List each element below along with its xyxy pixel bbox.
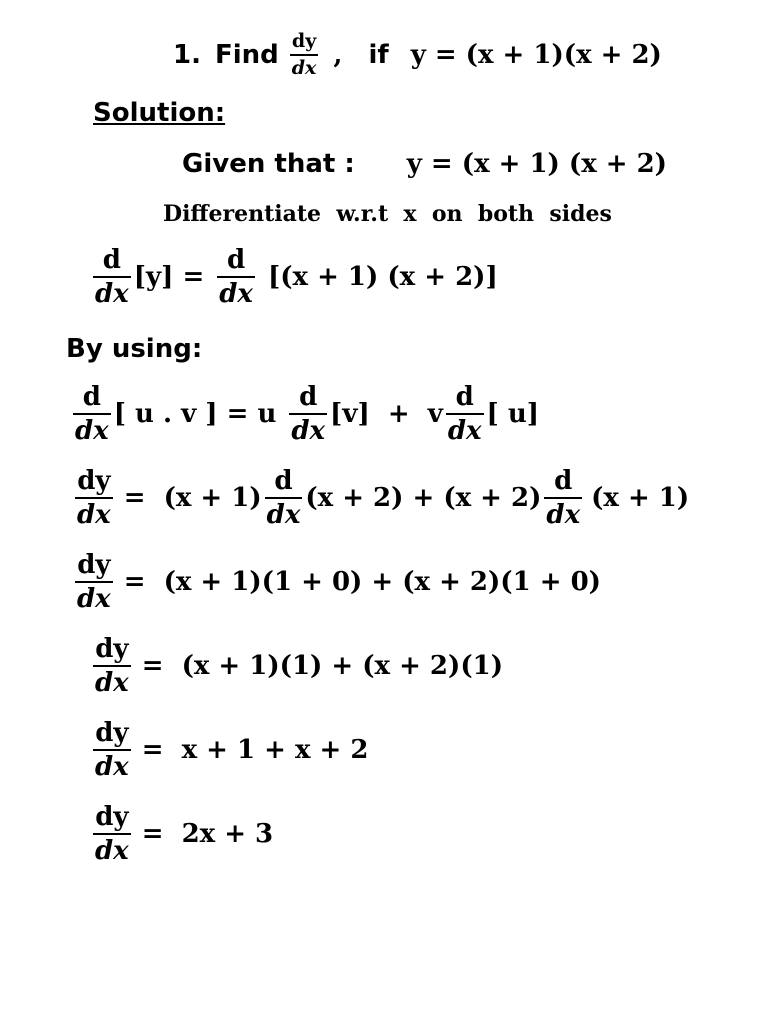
fraction-numerator: dy [95, 802, 129, 832]
d-dx-fraction [93, 247, 131, 307]
fraction-numerator: d [102, 245, 121, 275]
step-2-part-2: (x + 2) + (x + 2) [305, 483, 542, 513]
dy-dx-fraction [75, 552, 113, 612]
d-dx-fraction [73, 384, 111, 444]
step-2 [72, 468, 689, 528]
fraction-numerator: d [455, 382, 474, 412]
find-label: Find [214, 40, 279, 70]
product-rule-term-2: [v] + v [330, 399, 443, 429]
fraction-numerator: dy [77, 550, 111, 580]
fraction-denominator: dx [93, 276, 131, 307]
dy-dx-fraction [93, 720, 131, 780]
d-dx-fraction [265, 468, 303, 528]
step-3 [72, 552, 601, 612]
step-2-part-1: = (x + 1) [123, 483, 262, 513]
step-6-rhs: = 2x + 3 [141, 819, 274, 849]
d-dx-fraction [446, 384, 484, 444]
given-label: Given that : [182, 149, 355, 179]
given-equation: y = (x + 1) (x + 2) [406, 149, 667, 179]
step-1 [90, 247, 498, 307]
by-using-label: By using: [66, 334, 203, 364]
d-dx-fraction [289, 384, 327, 444]
step-3-rhs: = (x + 1)(1 + 0) + (x + 2)(1 + 0) [123, 567, 601, 597]
fraction-numerator: d [82, 382, 101, 412]
d-dx-fraction [544, 468, 582, 528]
step-4-rhs: = (x + 1)(1) + (x + 2)(1) [141, 651, 504, 681]
d-dx-fraction [217, 247, 255, 307]
product-rule-term-1: [ u . v ] = u [113, 399, 277, 429]
question-line [173, 32, 662, 78]
fraction-numerator: dy [95, 718, 129, 748]
fraction-denominator: dx [290, 54, 319, 78]
product-rule [70, 384, 539, 444]
fraction-numerator: d [274, 466, 293, 496]
fraction-numerator: d [227, 245, 246, 275]
step-1-lhs-arg: [y] = [133, 262, 205, 292]
fraction-denominator: dx [75, 497, 113, 528]
given-line [182, 151, 667, 177]
question-derivative-fraction [290, 32, 319, 78]
fraction-denominator: dx [446, 413, 484, 444]
question-equation: y = (x + 1)(x + 2) [410, 40, 662, 70]
step-5 [90, 720, 368, 780]
question-number: 1. [173, 40, 201, 70]
dy-dx-fraction [75, 468, 113, 528]
if-label: if [368, 40, 389, 70]
product-rule-term-3: [ u] [486, 399, 540, 429]
fraction-denominator: dx [93, 665, 131, 696]
fraction-denominator: dx [73, 413, 111, 444]
fraction-denominator: dx [265, 497, 303, 528]
dy-dx-fraction [93, 636, 131, 696]
step-4 [90, 636, 503, 696]
fraction-numerator: d [554, 466, 573, 496]
step-5-rhs: = x + 1 + x + 2 [141, 735, 369, 765]
dy-dx-fraction [93, 804, 131, 864]
step-1-rhs-arg: [(x + 1) (x + 2)] [267, 262, 498, 292]
comma: , [333, 40, 343, 70]
fraction-denominator: dx [289, 413, 327, 444]
fraction-denominator: dx [75, 581, 113, 612]
step-2-part-3: (x + 1) [591, 483, 690, 513]
fraction-denominator: dx [544, 497, 582, 528]
differentiate-text: Differentiate w.r.t x on both sides [163, 201, 612, 227]
fraction-denominator: dx [93, 749, 131, 780]
fraction-numerator: dy [95, 634, 129, 664]
fraction-denominator: dx [93, 833, 131, 864]
fraction-numerator: dy [291, 30, 317, 52]
solution-heading: Solution: [93, 98, 226, 128]
fraction-numerator: dy [77, 466, 111, 496]
step-6 [90, 804, 273, 864]
fraction-denominator: dx [217, 276, 255, 307]
fraction-numerator: d [299, 382, 318, 412]
